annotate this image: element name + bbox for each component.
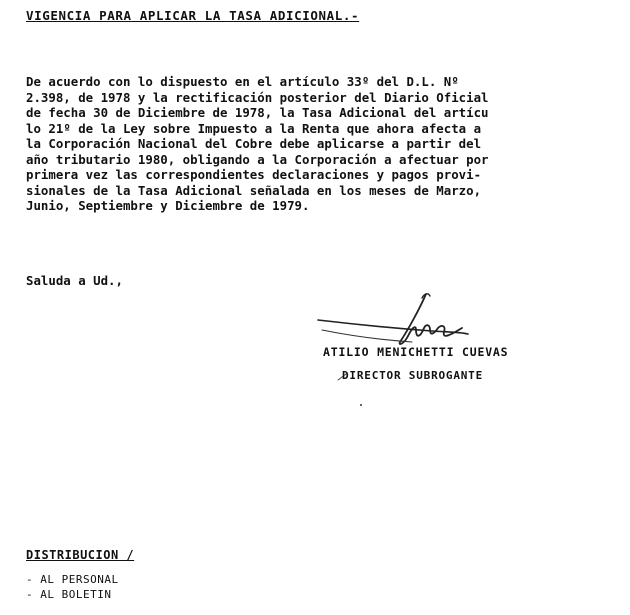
document-heading: VIGENCIA PARA APLICAR LA TASA ADICIONAL.- <box>26 8 360 23</box>
scan-speck <box>360 404 362 406</box>
distribution-list <box>26 572 119 602</box>
body-line: año tributario 1980, obligando a la Corporación a afectuar por <box>26 151 489 167</box>
body-line: la Corporación Nacional del Cobre debe aplicarse a partir del <box>26 136 482 151</box>
body-line: lo 21º de la Ley sobre Impuesto a la Renta que ahora afecta a <box>26 120 482 136</box>
closing-salutation: Saluda a Ud., <box>26 273 123 288</box>
body-line: sionales de la Tasa Adicional señalada en los meses de Marzo, <box>26 182 482 198</box>
distribution-heading: DISTRIBUCION / <box>26 548 135 562</box>
body-paragraph <box>26 74 626 214</box>
body-line: De acuerdo con lo dispuesto en el artículo 33º del D.L. Nº <box>26 74 459 89</box>
body-line: Junio, Septiembre y Diciembre de 1979. <box>26 198 310 213</box>
signatory-title: DIRECTOR SUBROGANTE <box>342 369 484 382</box>
body-line: de fecha 30 de Diciembre de 1978, la Tasa Adicional del artícu <box>26 105 489 120</box>
signatory-name: ATILIO MENICHETTI CUEVAS <box>323 345 509 359</box>
body-line: primera vez las correspondientes declaraciones y pagos provi- <box>26 167 482 182</box>
handwritten-signature <box>312 284 492 404</box>
distribution-item: - AL BOLETIN <box>26 588 112 601</box>
body-line: 2.398, de 1978 y la rectificación posterior del Diario Oficial <box>26 89 489 105</box>
distribution-item: - AL PERSONAL <box>26 573 119 586</box>
